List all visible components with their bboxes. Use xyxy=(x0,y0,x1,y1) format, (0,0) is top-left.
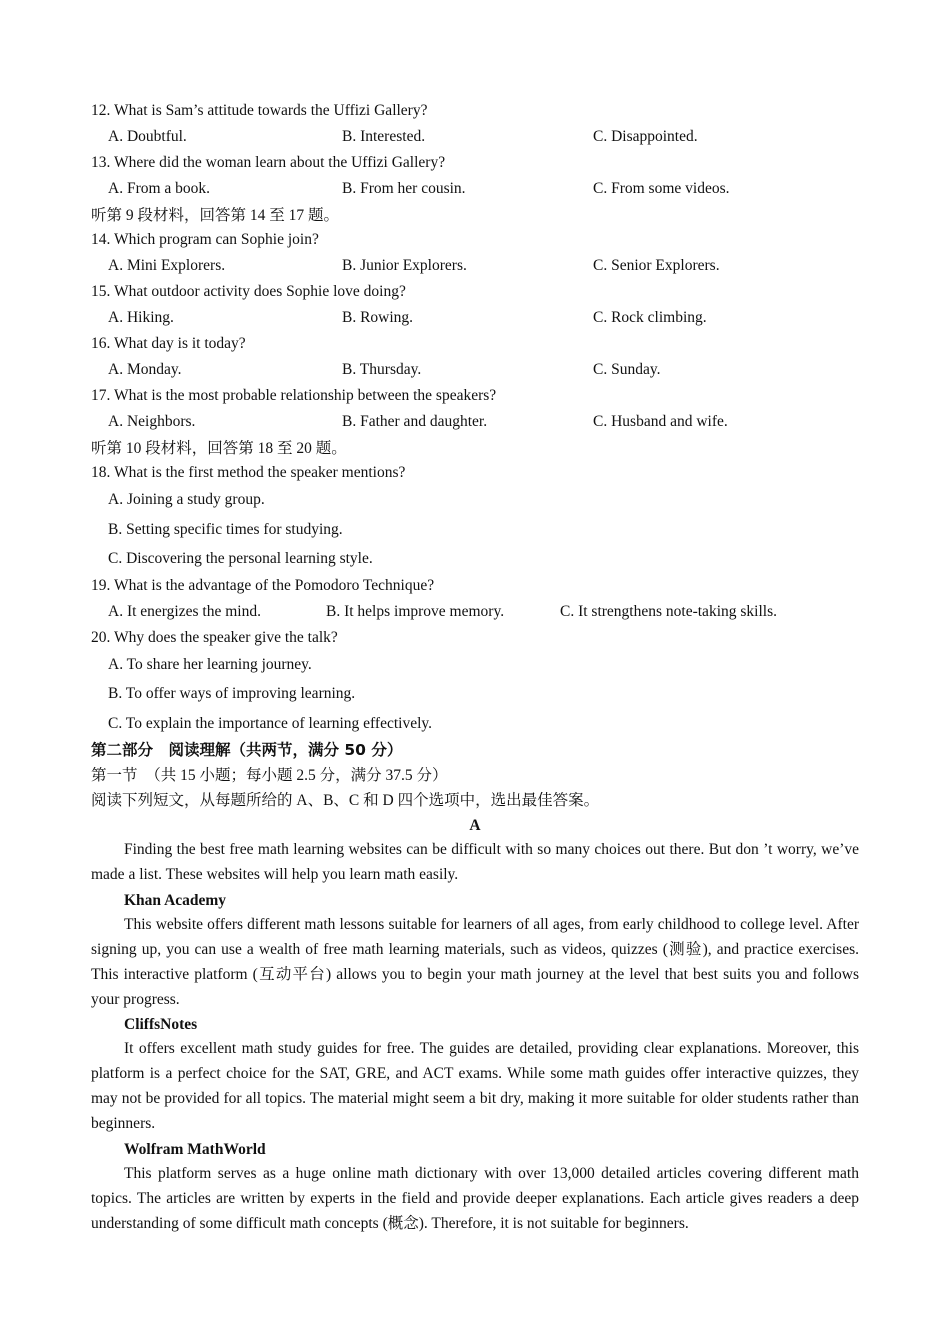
options-17 xyxy=(91,408,859,436)
site-text-cliffsnotes: It offers excellent math study guides for free. The guides are detailed, providing clear explanations. Moreover, this platform is a perfect choice for the SAT, GRE, and ACT exams. While some math guides offer interactive quizzes, they may not be provided for all topics. The material might seem a bit dry, making it more suitable for older students rather than beginners. xyxy=(91,1040,859,1133)
site-text-mathworld: This platform serves as a huge online math dictionary with over 13,000 detailed articles covering different math topics. The articles are written by experts in the field and provide deeper explanations. Each article gives readers a deep understanding of some difficult math concepts (概念). Therefore, it is not suitable for beginners. xyxy=(91,1165,859,1232)
passage-label: A xyxy=(469,817,481,834)
options-19 xyxy=(91,598,859,626)
option-b: B. To offer ways of improving learning. xyxy=(108,685,356,702)
option-b: B. Setting specific times for studying. xyxy=(108,520,343,538)
question-19: 19. What is the advantage of the Pomodoro Technique? xyxy=(91,576,435,594)
question-20: 20. Why does the speaker give the talk? xyxy=(91,628,338,646)
option-c: C. Sunday. xyxy=(593,361,661,378)
site-text-khan: This website offers different math lessons suitable for learners of all ages, from early childhood to college level. After signing up, you can use a wealth of free math learning materials, such as videos, quizzes (测验), and practice exercises. This interactive platform (互动平台) allows you to begin your math journey at the level that best suits you and follows your progress. xyxy=(91,915,859,1008)
passage-intro: Finding the best free math learning websites can be difficult with so many choices out there. But don ’t worry, we’ve made a list. These websites will help you learn math easily. xyxy=(91,841,859,883)
section-one-info: 第一节 （共 15 小题；每小题 2.5 分，满分 37.5 分） xyxy=(91,767,448,784)
option-a: A. Joining a study group. xyxy=(108,491,265,508)
option-a: A. Doubtful. xyxy=(108,128,187,145)
option-a: A. From a book. xyxy=(108,180,211,197)
option-c: C. Disappointed. xyxy=(593,128,698,145)
site-heading-cliffsnotes: CliffsNotes xyxy=(124,1016,198,1034)
option-c: C. Husband and wife. xyxy=(593,413,728,430)
option-b: B. Junior Explorers. xyxy=(342,257,467,274)
option-b: B. Interested. xyxy=(342,128,426,145)
options-16 xyxy=(91,356,859,384)
question-15: 15. What outdoor activity does Sophie love doing? xyxy=(91,283,406,300)
option-a: A. Neighbors. xyxy=(108,413,196,430)
section-note-10: 听第 10 段材料，回答第 18 至 20 题。 xyxy=(91,440,347,457)
option-a: A. Monday. xyxy=(108,361,182,378)
option-a: A. Hiking. xyxy=(108,309,174,326)
question-13: 13. Where did the woman learn about the Uffizi Gallery? xyxy=(91,154,446,171)
question-14: 14. Which program can Sophie join? xyxy=(91,231,319,248)
options-12 xyxy=(91,123,859,151)
option-a: A. Mini Explorers. xyxy=(108,257,226,274)
option-b: B. It helps improve memory. xyxy=(326,602,505,620)
options-14 xyxy=(91,252,859,280)
site-heading-khan: Khan Academy xyxy=(124,891,227,909)
options-15 xyxy=(91,304,859,332)
option-c: C. Senior Explorers. xyxy=(593,257,720,274)
option-a: A. To share her learning journey. xyxy=(108,655,312,673)
question-17: 17. What is the most probable relationship between the speakers? xyxy=(91,387,497,404)
option-c: C. From some videos. xyxy=(593,180,730,197)
reading-instruction: 阅读下列短文，从每题所给的 A、B、C 和 D 四个选项中，选出最佳答案。 xyxy=(91,792,600,809)
question-16: 16. What day is it today? xyxy=(91,335,246,352)
site-heading-mathworld: Wolfram MathWorld xyxy=(124,1141,266,1159)
option-b: B. Rowing. xyxy=(342,309,414,326)
option-b: B. Thursday. xyxy=(342,361,422,378)
question-12: 12. What is Sam’s attitude towards the Uffizi Gallery? xyxy=(91,102,428,119)
option-b: B. From her cousin. xyxy=(342,180,466,197)
part-two-title: 第二部分 阅读理解（共两节，满分 50 分） xyxy=(91,741,403,759)
options-13 xyxy=(91,175,859,203)
question-18: 18. What is the first method the speaker mentions? xyxy=(91,464,406,481)
section-note-9: 听第 9 段材料，回答第 14 至 17 题。 xyxy=(91,207,340,224)
option-c: C. To explain the importance of learning effectively. xyxy=(108,714,433,732)
option-c: C. Rock climbing. xyxy=(593,309,707,326)
option-b: B. Father and daughter. xyxy=(342,413,488,430)
option-c: C. Discovering the personal learning style. xyxy=(108,550,373,567)
exam-page xyxy=(91,99,859,1237)
option-a: A. It energizes the mind. xyxy=(108,602,261,620)
option-c: C. It strengthens note-taking skills. xyxy=(560,602,777,620)
